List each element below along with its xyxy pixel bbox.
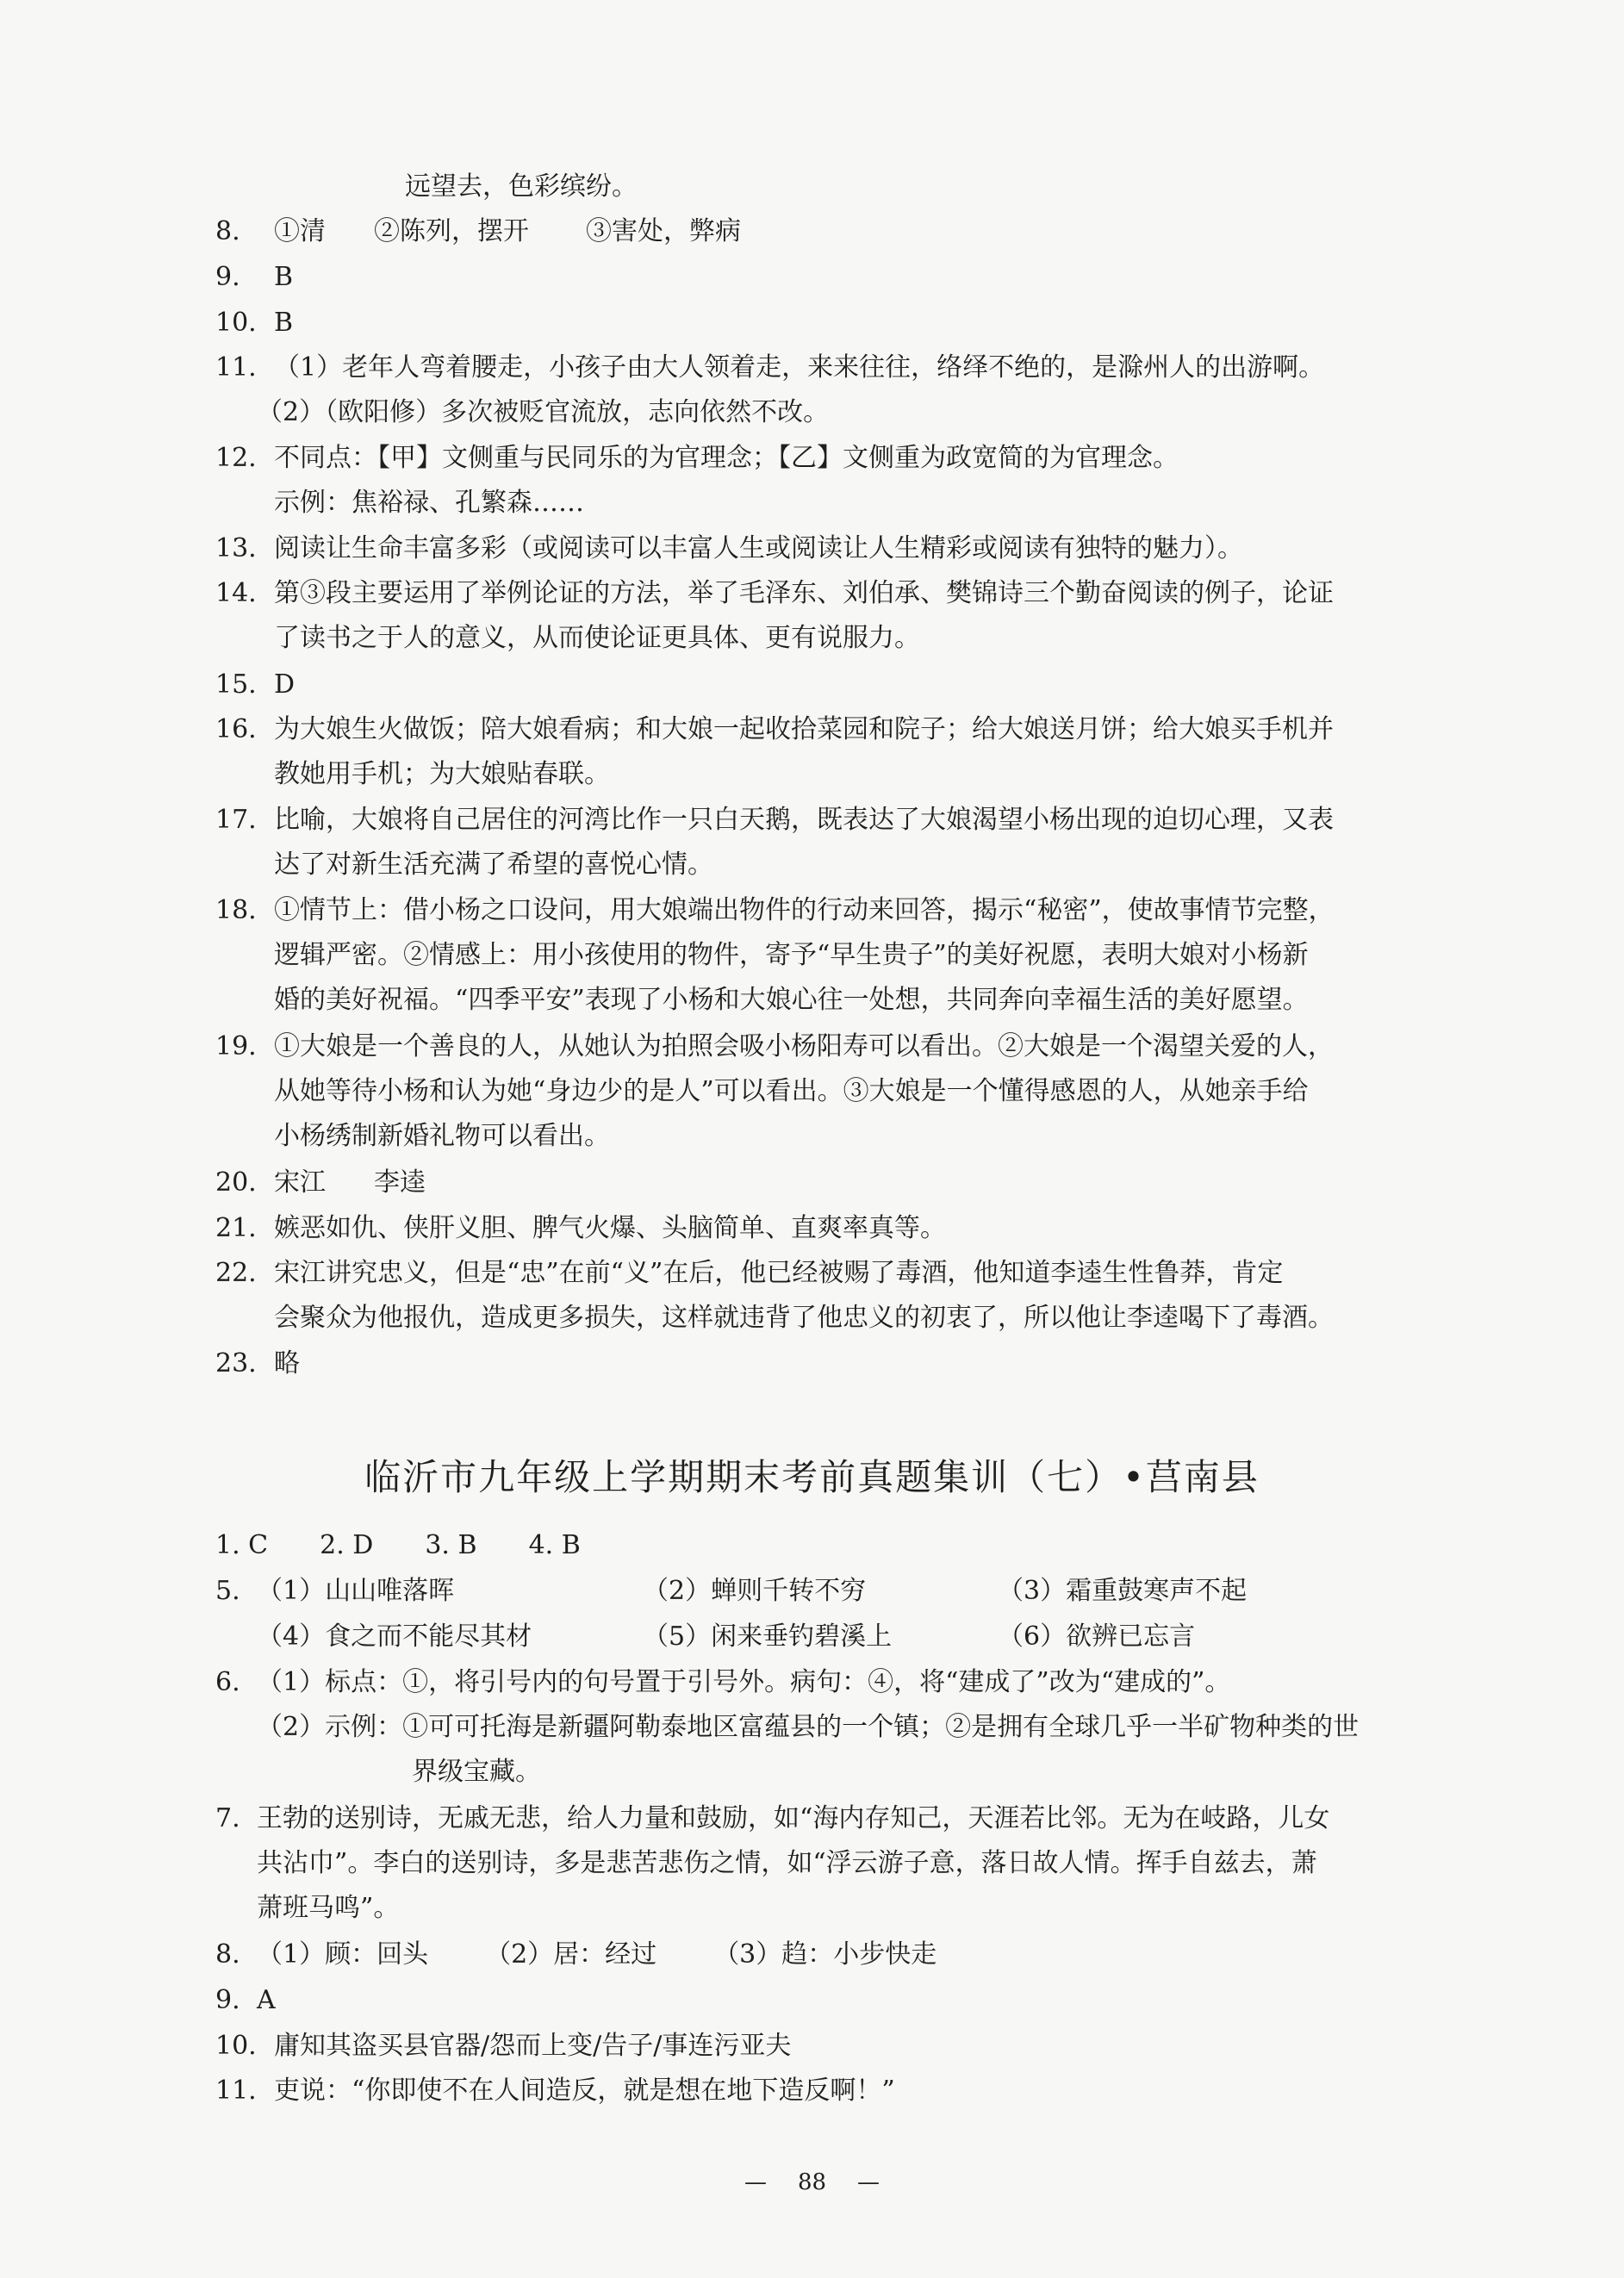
answer-21 (215, 1211, 946, 1246)
answer-10-section-2 (215, 2029, 791, 2063)
answer-part: 宋江 (274, 1167, 326, 1198)
answer-number: 22. (215, 1258, 257, 1288)
answer-number: 18. (215, 895, 257, 925)
answer-text: 王勃的送别诗，无戚无悲，给人力量和鼓励，如“海内存知己，天涯若比邻。无为在岐路，儿女 (257, 1803, 1330, 1833)
answer-19 (215, 1030, 1334, 1064)
answer-10 (215, 306, 293, 340)
answer-number: 21. (215, 1213, 257, 1243)
answer-part: ③害处，弊病 (586, 216, 741, 246)
answer-12-line-2: 示例：焦裕禄、孔繁森…… (274, 488, 584, 518)
answer-11-line-2: （2）（欧阳修）多次被贬官流放，志向依然不改。 (257, 397, 830, 427)
answer-number: 16. (215, 714, 257, 744)
answer-part: （2）居：经过 (485, 1939, 657, 1970)
answer-number: 10. (215, 308, 257, 338)
answer-9-section-2 (215, 1983, 276, 2018)
answer-9 (215, 260, 293, 295)
answer-part: 2. D (320, 1530, 374, 1560)
answer-text: D (274, 669, 296, 700)
answer-7 (215, 1802, 1329, 1836)
answer-text: 略 (274, 1348, 300, 1379)
answer-number: 8. (215, 216, 240, 246)
answer-7-line-2: 共沾巾”。李白的送别诗，多是悲苦悲伤之情，如“浮云游子意，落日故人情。挥手自兹去，萧 (257, 1848, 1317, 1878)
answer-text: 不同点：【甲】文侧重与民同乐的为官理念；【乙】文侧重为政宽简的为官理念。 (274, 443, 1179, 473)
answer-text: A (257, 1985, 276, 2015)
answer-text: 为大娘生火做饭；陪大娘看病；和大娘一起收拾菜园和院子；给大娘送月饼；给大娘买手机并 (274, 714, 1334, 744)
answer-22 (215, 1256, 1283, 1291)
answer-number: 11. (215, 352, 257, 383)
answer-text: 宋江讲究忠义，但是“忠”在前“义”在后，他已经被赐了毒酒，他知道李逵生性鲁莽，肯定 (274, 1258, 1284, 1288)
answer-part: （4）食之而不能尽其材 (257, 1621, 532, 1652)
answer-5-row-1 (215, 1574, 1247, 1609)
answer-19-line-2: 从她等待小杨和认为她“身边少的是人”可以看出。③大娘是一个懂得感恩的人，从她亲手给 (274, 1076, 1309, 1106)
answer-number: 5. (215, 1576, 240, 1606)
page-dash-right: — (857, 2169, 880, 2195)
answer-number: 9. (215, 1985, 240, 2015)
answer-number: 23. (215, 1348, 257, 1379)
answer-part: ②陈列，摆开 (374, 216, 529, 246)
answer-20 (215, 1166, 426, 1200)
answer-part: （1）山山唯落晖 (257, 1576, 455, 1606)
page-dash-left: — (744, 2169, 767, 2195)
answer-8 (215, 215, 741, 249)
answer-number: 6. (215, 1667, 240, 1697)
answer-part: （2）蝉则千转不穷 (643, 1576, 867, 1606)
answer-6 (215, 1665, 1230, 1700)
answer-17-line-2: 达了对新生活充满了希望的喜悦心情。 (274, 850, 713, 880)
answer-18 (215, 893, 1335, 928)
answer-5-row-2 (257, 1620, 1195, 1654)
answer-text: （1）标点：①，将引号内的句号置于引号外。病句：④，将“建成了”改为“建成的”。 (257, 1667, 1231, 1697)
answer-13 (215, 532, 1243, 566)
section-title: 临沂市九年级上学期期末考前真题集训（七）•莒南县 (364, 1456, 1260, 1498)
answer-text: 吏说：“你即使不在人间造反，就是想在地下造反啊！” (274, 2076, 895, 2106)
answer-18-line-2: 逻辑严密。②情感上：用小孩使用的物件，寄予“早生贵子”的美好祝愿，表明大娘对小杨新 (274, 940, 1309, 970)
page-number-value: 88 (797, 2169, 827, 2195)
answer-15 (215, 668, 295, 702)
answer-19-line-3: 小杨绣制新婚礼物可以看出。 (274, 1121, 610, 1151)
answer-text: 庸知其盗买县官器/怨而上变/告子/事连污亚夫 (274, 2031, 792, 2061)
answer-6-line-2: （2）示例：①可可托海是新疆阿勒泰地区富蕴县的一个镇；②是拥有全球几乎一半矿物种类的世 (257, 1712, 1360, 1742)
answer-number: 20. (215, 1167, 257, 1198)
answer-11 (215, 351, 1324, 385)
answer-part: 4. B (528, 1530, 581, 1560)
answer-part: ①清 (274, 216, 326, 246)
continued-answer-line: 远望去，色彩缤纷。 (405, 171, 638, 202)
answers-1-4 (215, 1528, 581, 1563)
answer-part: 李逵 (374, 1167, 426, 1198)
answer-text: 比喻，大娘将自己居住的河湾比作一只白天鹅，既表达了大娘渴望小杨出现的迫切心理，又表 (274, 805, 1334, 835)
answer-part: （1）顾：回头 (257, 1939, 429, 1970)
answer-number: 8. (215, 1939, 240, 1970)
answer-number: 15. (215, 669, 257, 700)
answer-12 (215, 441, 1179, 476)
answer-16 (215, 713, 1334, 747)
answer-7-line-3: 萧班马鸣”。 (257, 1893, 400, 1923)
answer-14-line-2: 了读书之于人的意义，从而使论证更具体、更有说服力。 (274, 623, 920, 653)
answer-text: 第③段主要运用了举例论证的方法，举了毛泽东、刘伯承、樊锦诗三个勤奋阅读的例子，论证 (274, 578, 1334, 608)
page-number (0, 2169, 1624, 2195)
answer-number: 17. (215, 805, 257, 835)
answer-text: B (274, 308, 294, 338)
answer-number: 7. (215, 1803, 240, 1833)
answer-text: ①情节上：借小杨之口设问，用大娘端出物件的行动来回答，揭示“秘密”，使故事情节完整， (274, 895, 1335, 925)
answer-number: 14. (215, 578, 257, 608)
answer-text: 嫉恶如仇、侠肝义胆、脾气火爆、头脑简单、直爽率真等。 (274, 1213, 946, 1243)
answer-part: （5）闲来垂钓碧溪上 (643, 1621, 893, 1652)
answer-number: 12. (215, 443, 257, 473)
answer-8-section-2 (215, 1938, 936, 1972)
answer-number: 19. (215, 1031, 257, 1061)
answer-text: 阅读让生命丰富多彩（或阅读可以丰富人生或阅读让人生精彩或阅读有独特的魅力）。 (274, 533, 1243, 563)
answer-part: 3. B (425, 1530, 477, 1560)
answer-11-section-2 (215, 2074, 895, 2108)
answer-6-line-3: 界级宝藏。 (412, 1757, 541, 1787)
answer-text: B (274, 262, 294, 292)
answer-number: 9. (215, 262, 240, 292)
answer-16-line-2: 教她用手机；为大娘贴春联。 (274, 759, 610, 789)
answer-text: ①大娘是一个善良的人，从她认为拍照会吸小杨阳寿可以看出。②大娘是一个渴望关爱的人， (274, 1031, 1334, 1061)
answer-22-line-2: 会聚众为他报仇，造成更多损失，这样就违背了他忠义的初衷了，所以他让李逵喝下了毒酒。 (274, 1303, 1334, 1333)
answer-part: 1. C (215, 1530, 269, 1560)
answer-number: 11. (215, 2076, 257, 2106)
answer-part: （3）趋：小步快走 (713, 1939, 937, 1970)
answer-18-line-3: 婚的美好祝福。“四季平安”表现了小杨和大娘心往一处想，共同奔向幸福生活的美好愿望。 (274, 985, 1309, 1015)
answer-number: 13. (215, 533, 257, 563)
answer-17 (215, 803, 1334, 837)
answer-14 (215, 576, 1334, 611)
answer-part: （3）霜重鼓寒声不起 (998, 1576, 1248, 1606)
answer-23 (215, 1347, 300, 1381)
answer-number: 10. (215, 2031, 257, 2061)
answer-part: （6）欲辨已忘言 (998, 1621, 1196, 1652)
answer-text: （1）老年人弯着腰走，小孩子由大人领着走，来来往往，络绎不绝的，是滁州人的出游啊。 (274, 352, 1325, 383)
